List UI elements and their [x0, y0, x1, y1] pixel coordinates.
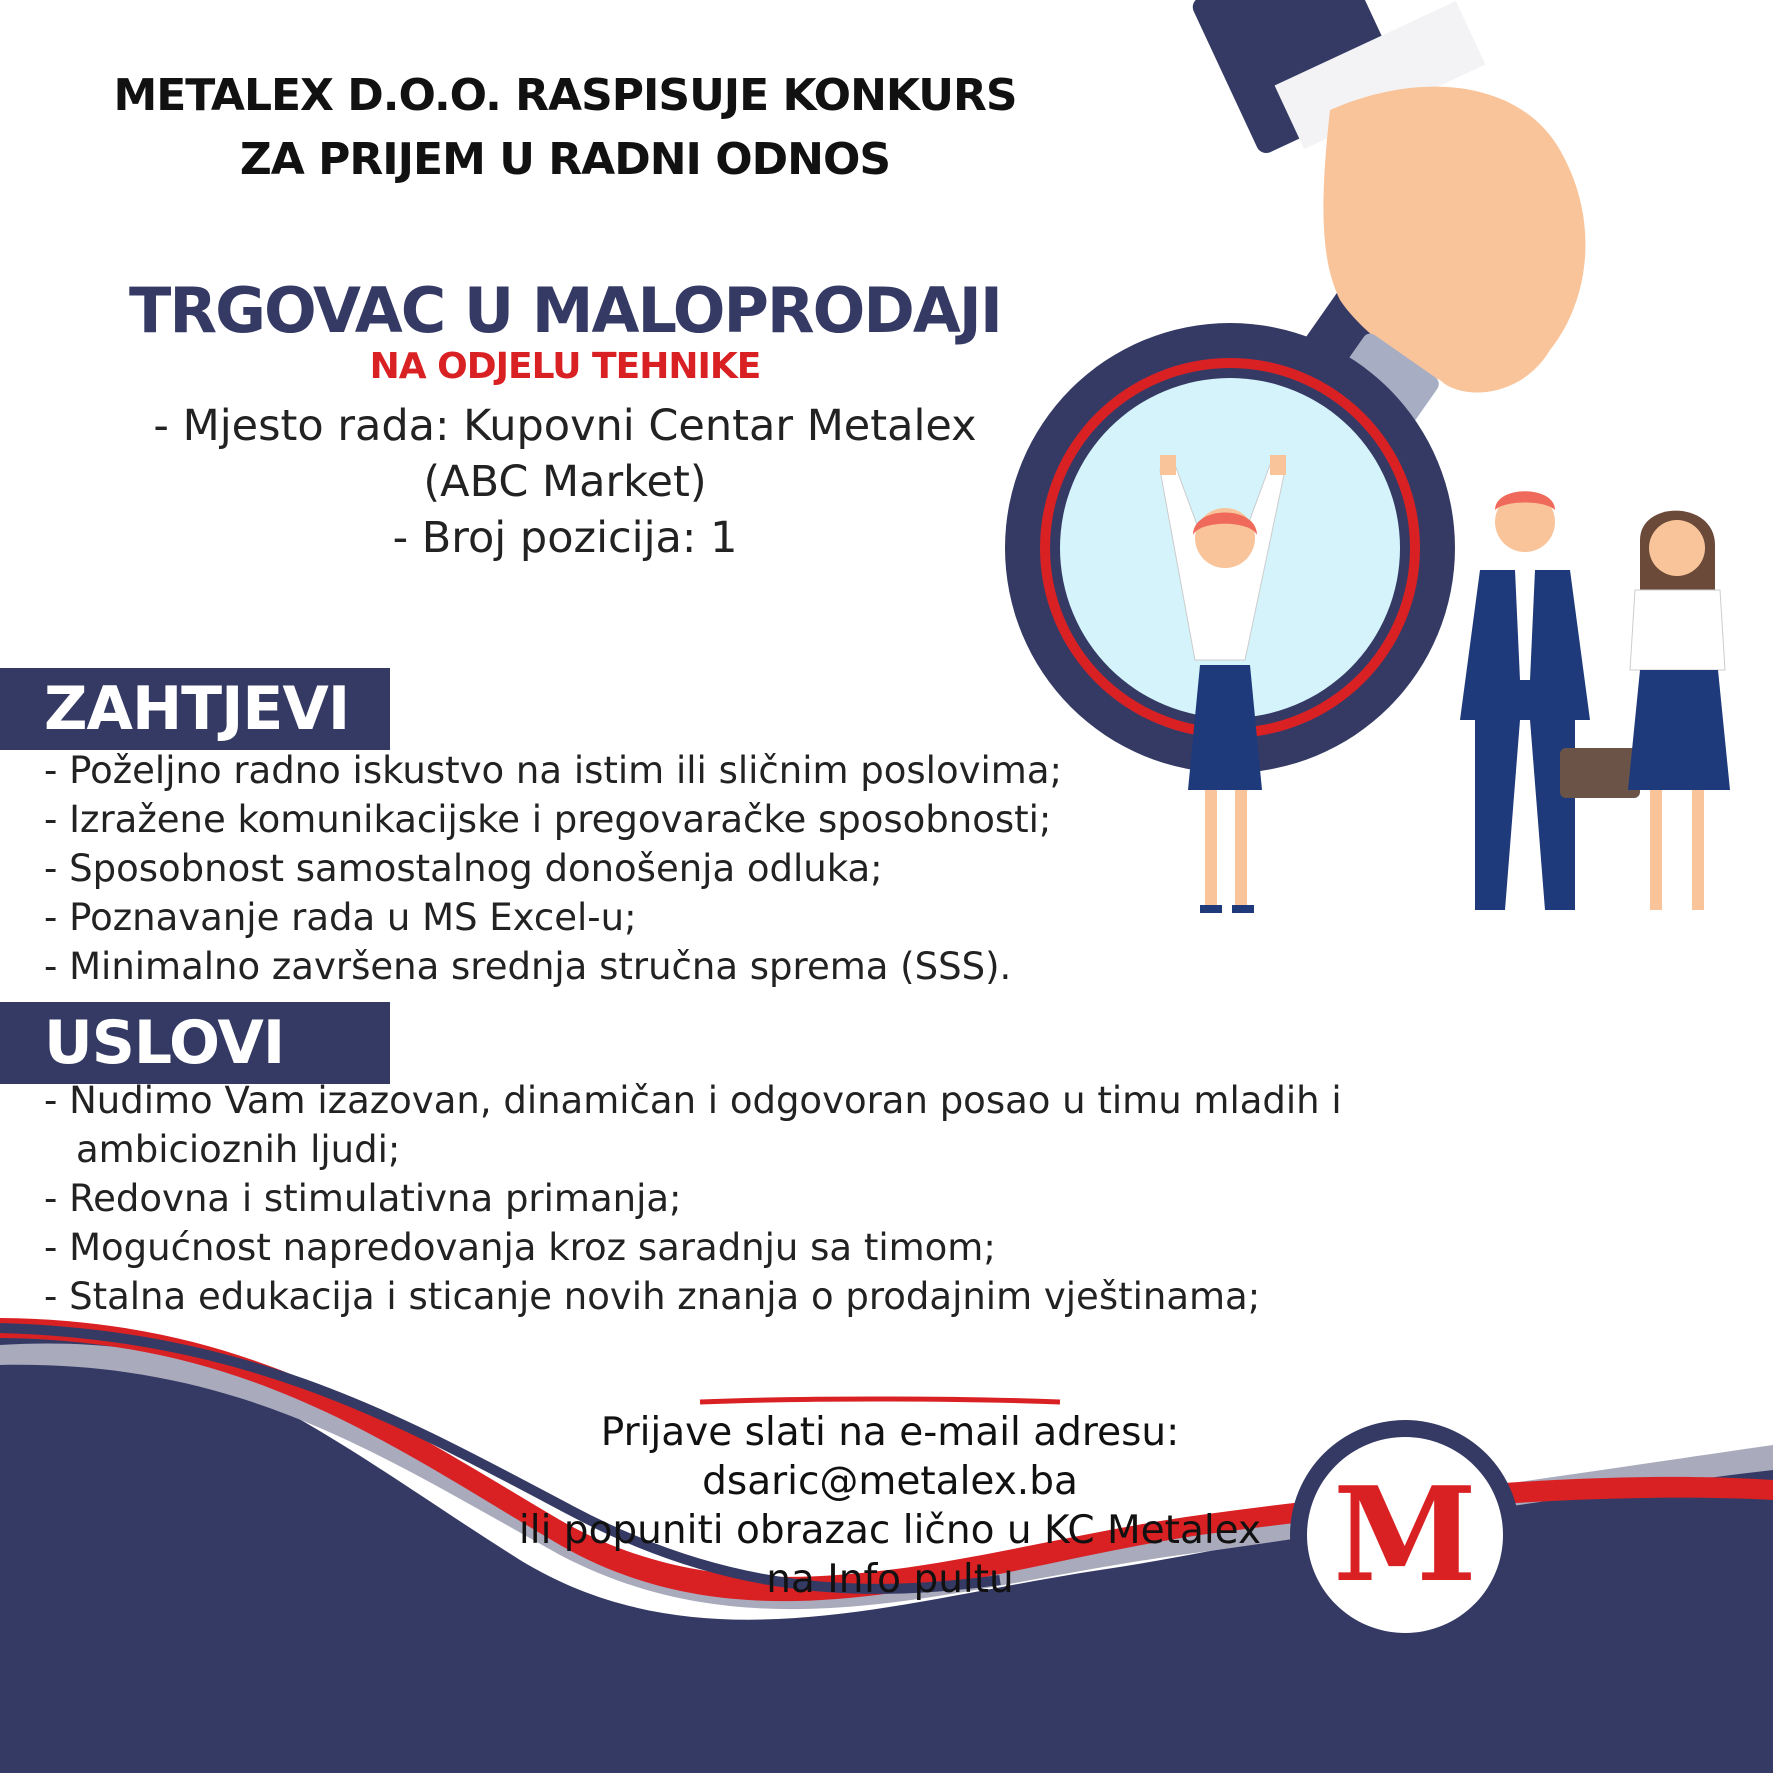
- metalex-logo-icon: M: [1333, 1458, 1477, 1611]
- location-line-2: (ABC Market): [423, 457, 707, 507]
- list-item: - Mogućnost napredovanja kroz saradnju sa timom;: [44, 1226, 996, 1269]
- list-item: - Izražene komunikacijske i pregovaračke sposobnosti;: [44, 798, 1052, 841]
- list-item: - Poznavanje rada u MS Excel-u;: [44, 896, 637, 939]
- header-line-2: ZA PRIJEM U RADNI ODNOS: [239, 134, 891, 185]
- requirements-list: [44, 746, 1484, 991]
- list-item: - Sposobnost samostalnog donošenja odluka;: [44, 847, 883, 890]
- contact-line-3: ili popuniti obrazac lično u KC Metalex: [518, 1508, 1262, 1553]
- list-item: - Minimalno završena srednja stručna sprema (SSS).: [44, 945, 1012, 988]
- woman-standing: [1628, 511, 1730, 910]
- position-count: - Broj pozicija: 1: [392, 513, 738, 563]
- contact-block: [480, 1408, 1300, 1604]
- contact-red-line: [700, 1399, 1060, 1402]
- list-item: - Stalna edukacija i sticanje novih znanja o prodajnim vještinama;: [44, 1275, 1261, 1318]
- header-line-1: METALEX D.O.O. RASPISUJE KONKURS: [113, 70, 1017, 121]
- man-with-briefcase: [1460, 491, 1640, 910]
- location-line-1: - Mjesto rada: Kupovni Centar Metalex: [153, 401, 977, 451]
- requirements-label: ZAHTJEVI: [0, 668, 390, 750]
- list-item: - Poželjno radno iskustvo na istim ili sličnim poslovima;: [44, 749, 1062, 792]
- contact-email[interactable]: dsaric@metalex.ba: [702, 1459, 1078, 1504]
- conditions-list: [44, 1076, 1494, 1321]
- list-item: - Redovna i stimulativna primanja;: [44, 1177, 682, 1220]
- job-title: TRGOVAC U MALOPRODAJI: [129, 274, 1001, 347]
- conditions-label: USLOVI: [0, 1002, 390, 1084]
- department: NA ODJELU TEHNIKE: [369, 346, 761, 387]
- list-item: - Nudimo Vam izazovan, dinamičan i odgovoran posao u timu mladih i ambicioznih ljudi;: [44, 1079, 1342, 1171]
- position-info: [0, 398, 1130, 566]
- contact-line-1: Prijave slati na e-mail adresu:: [600, 1410, 1180, 1455]
- contact-line-4: na Info pultu: [766, 1557, 1014, 1602]
